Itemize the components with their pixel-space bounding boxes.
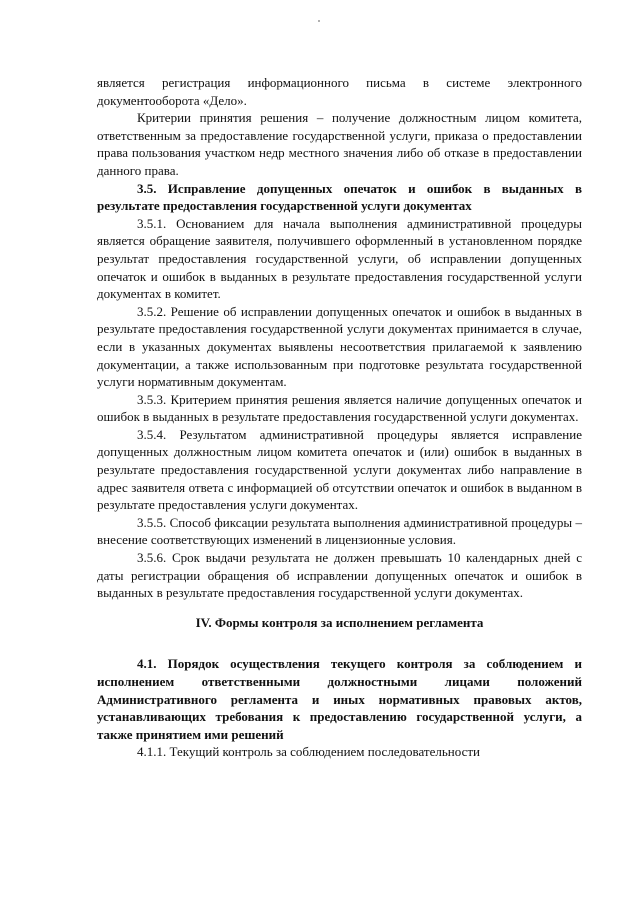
paragraph-3-5-2: 3.5.2. Решение об исправлении допущенных опечаток и ошибок в выданных в результате предоставления государственной услуги документах принимается в случае, если в указанных документах выявлены несоответствия прилагаемой к заявлению документации, а также использованным при подготовке результата государственной услуги нормативным документам.	[97, 303, 582, 390]
paragraph-3-5-1: 3.5.1. Основанием для начала выполнения административной процедуры является обращение заявителя, получившего оформленный в установленном порядке результат предоставления государственной услуги, об исправлении допущенных опечаток и ошибок в выданных в результате предоставления государственной услуги документах в комитет.	[97, 215, 582, 302]
subheading-4-1: 4.1. Порядок осуществления текущего контроля за соблюдением и исполнением ответственными должностными лицами положений Административного регламента и иных нормативных правовых актов, устанавливающих требования к предоставлению государственной услуги, а также принятием ими решений	[97, 656, 582, 742]
paragraph-3-5-3: 3.5.3. Критерием принятия решения является наличие допущенных опечаток и ошибок в выданных в результате предоставления государственной услуги документах.	[97, 391, 582, 425]
paragraph-3-5-4: 3.5.4. Результатом административной процедуры является исправление допущенных должностным лицом комитета опечаток и (или) ошибок в выданных в результате предоставления государственной услуги документах либо направление в адрес заявителя ответа с информацией об отсутствии опечаток и ошибок в выданном в результате предоставления услуги документах.	[97, 426, 582, 513]
section-heading-iv: IV. Формы контроля за исполнением регламента	[195, 614, 484, 630]
paragraph-3-5-6: 3.5.6. Срок выдачи результата не должен превышать 10 календарных дней с даты регистрации обращения об исправлении допущенных опечаток и ошибок в выданных в результате предоставления государственной услуги документах.	[97, 550, 582, 601]
document-body	[97, 74, 582, 761]
paragraph-4-1-1: 4.1.1. Текущий контроль за соблюдением последовательности	[137, 744, 480, 760]
section-heading-3-5: 3.5. Исправление допущенных опечаток и ошибок в выданных в результате предоставления государственной услуги документах	[97, 180, 582, 214]
page-mark	[318, 20, 320, 22]
paragraph-continuation: является регистрация информационного письма в системе электронного документооборота «Дело».	[97, 75, 582, 108]
paragraph-criteria: Критерии принятия решения – получение должностным лицом комитета, ответственным за предоставление государственной услуги, приказа о предоставлении права пользования участком недр местного значения либо об отказе в предоставлении данного права.	[97, 110, 582, 178]
paragraph-3-5-5: 3.5.5. Способ фиксации результата выполнения административной процедуры – внесение соответствующих изменений в лицензионные условия.	[97, 514, 582, 548]
